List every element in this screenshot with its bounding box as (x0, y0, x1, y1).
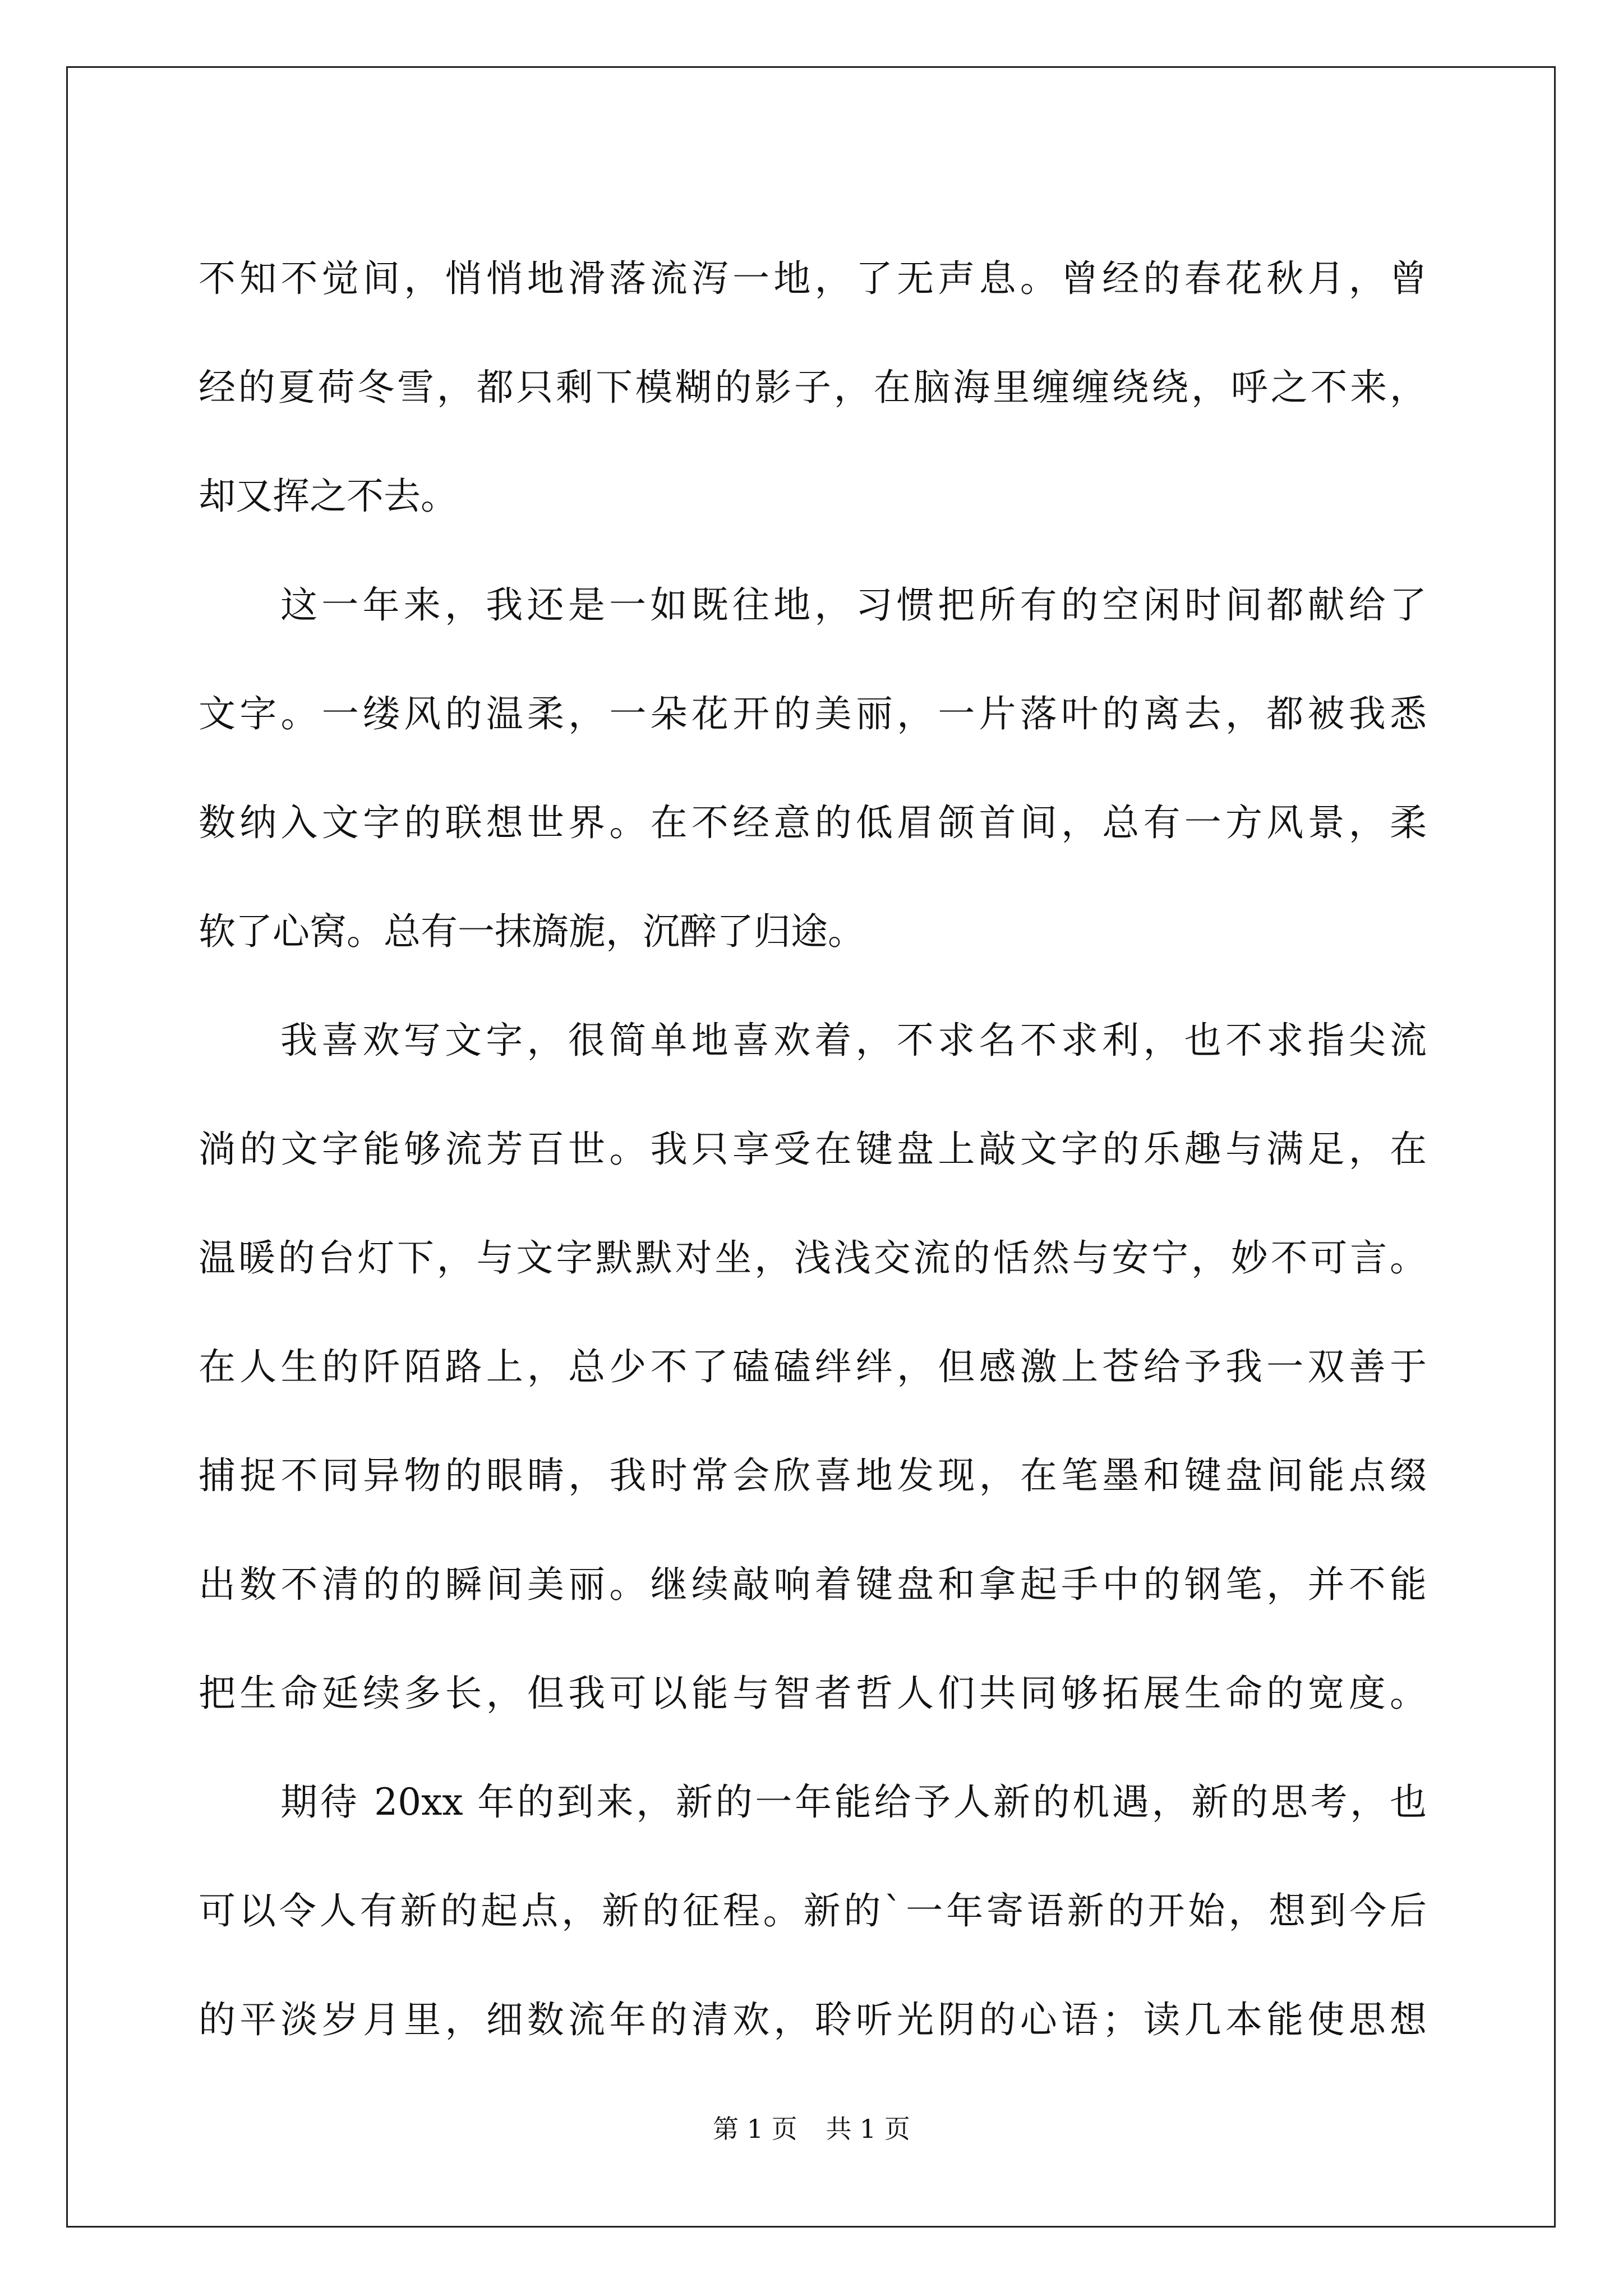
text-line: 却又挥之不去。 (199, 475, 458, 518)
text-line: 捕捉不同异物的眼睛，我时常会欣喜地发现，在笔墨和键盘间能点缀 (199, 1454, 1427, 1497)
page-number-current: 第 1 页 (713, 2114, 797, 2144)
text-line: 我喜欢写文字，很简单地喜欢着，不求名不求利，也不求指尖流 (280, 1019, 1427, 1062)
page-footer (0, 2112, 1623, 2146)
text-line: 经的夏荷冬雪，都只剩下模糊的影子，在脑海里缠缠绕绕，呼之不来， (199, 366, 1427, 409)
text-line: 软了心窝。总有一抹旖旎，沉醉了归途。 (199, 910, 865, 953)
text-line: 不知不觉间，悄悄地滑落流泻一地，了无声息。曾经的春花秋月，曾 (199, 257, 1427, 300)
text-line: 的平淡岁月里，细数流年的清欢，聆听光阴的心语；读几本能使思想 (199, 1998, 1427, 2041)
text-line: 期待 20xx 年的到来，新的一年能给予人新的机遇，新的思考，也 (280, 1780, 1427, 1824)
text-line: 数纳入文字的联想世界。在不经意的低眉颌首间，总有一方风景，柔 (199, 801, 1427, 844)
text-line: 文字。一缕风的温柔，一朵花开的美丽，一片落叶的离去，都被我悉 (199, 692, 1427, 735)
text-line: 可以令人有新的起点，新的征程。新的`一年寄语新的开始，想到今后 (199, 1889, 1427, 1932)
text-line: 温暖的台灯下，与文字默默对坐，浅浅交流的恬然与安宁，妙不可言。 (199, 1236, 1427, 1280)
text-line: 淌的文字能够流芳百世。我只享受在键盘上敲文字的乐趣与满足，在 (199, 1128, 1427, 1171)
page-number-total: 共 1 页 (826, 2114, 910, 2144)
text-line: 在人生的阡陌路上，总少不了磕磕绊绊，但感激上苍给予我一双善于 (199, 1345, 1427, 1388)
text-line: 这一年来，我还是一如既往地，习惯把所有的空闲时间都献给了 (280, 583, 1427, 627)
document-body (199, 224, 1427, 2074)
text-line: 把生命延续多长，但我可以能与智者哲人们共同够拓展生命的宽度。 (199, 1672, 1427, 1715)
text-line: 出数不清的的瞬间美丽。继续敲响着键盘和拿起手中的钢笔，并不能 (199, 1563, 1427, 1606)
